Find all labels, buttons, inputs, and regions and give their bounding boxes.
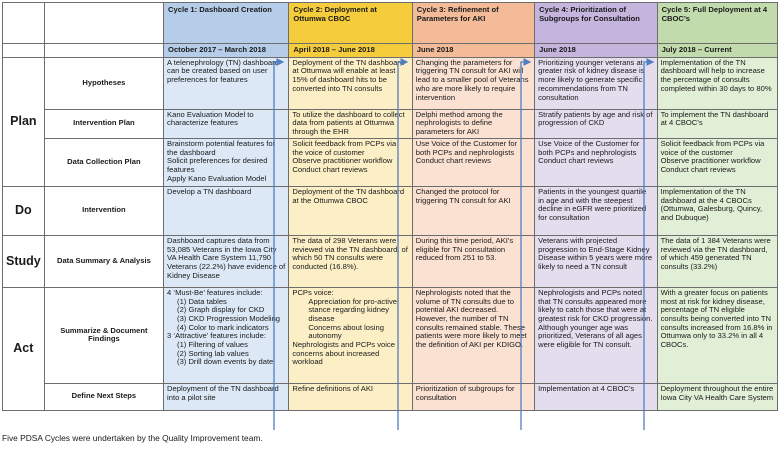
both-voice: Nephrologists and PCPs voice concerns about increased workload bbox=[292, 340, 395, 367]
next-steps-cycle-1: Deployment of the TN dashboard into a pilot site bbox=[164, 383, 289, 410]
row-label-next-steps: Define Next Steps bbox=[44, 383, 163, 410]
intervention-cycle-1: Develop a TN dashboard bbox=[164, 186, 289, 235]
cycle-1-dates: October 2017 – March 2018 bbox=[164, 44, 289, 58]
data-collection-c1-item: Apply Kano Evaluation Model bbox=[167, 173, 267, 183]
cycle-5-title: Cycle 5: Full Deployment at 4 CBOC’s bbox=[657, 3, 777, 44]
attractive-item: (3) Drill down events by date bbox=[177, 357, 274, 367]
cycle-4-dates: June 2018 bbox=[535, 44, 657, 58]
attractive-heading: 3 ‘Attractive’ features include: bbox=[167, 331, 266, 341]
data-summary-cycle-2: The data of 298 Veterans were reviewed via the TN dashboard, of which 50 TN consults were conducted (16.8%). bbox=[289, 235, 412, 287]
phase-plan: Plan bbox=[3, 57, 45, 186]
attractive-item: (2) Sorting lab values bbox=[177, 348, 249, 358]
hypotheses-cycle-2: Deployment of the TN dashboard at Ottumwa will enable at least 15% of dashboard hits to be converted into TN consults bbox=[289, 57, 412, 109]
row-label-data-collection: Data Collection Plan bbox=[44, 138, 163, 186]
summarize-cycle-5: With a greater focus on patients most at risk for kidney disease, percentage of TN eligible consults being converted into TN consults increased from 16.8% in Ottumwa only to 33.2% in all 4 CBOCs. bbox=[657, 287, 777, 383]
phase-act: Act bbox=[3, 287, 45, 410]
dates-row bbox=[3, 44, 778, 58]
summarize-cycle-2 bbox=[289, 287, 412, 383]
phase-study: Study bbox=[3, 235, 45, 287]
attractive-item: (1) Filtering of values bbox=[177, 340, 248, 350]
data-collection-c3-item: Use Voice of the Customer for both PCPs and nephrologists bbox=[415, 138, 518, 157]
data-summary-cycle-3: During this time period, AKI’s eligible for TN consultation reduced from 251 to 53. bbox=[412, 235, 534, 287]
pcps-voice-item: Appreciation for pro-active stance regarding kidney disease bbox=[308, 296, 398, 323]
data-collection-row bbox=[3, 138, 778, 186]
pdsa-table bbox=[2, 2, 778, 411]
data-collection-c1-item: Solicit preferences for desired features bbox=[167, 156, 268, 174]
data-collection-cycle-2 bbox=[289, 138, 412, 186]
intervention-cycle-5: Implementation of the TN dashboard at the 4 CBOCs (Ottumwa, Galesburg, Quincy, and Dubuque) bbox=[657, 186, 777, 235]
data-collection-c1-item: Brainstorm potential features for the dashboard bbox=[167, 138, 276, 157]
data-collection-c4-item: Conduct chart reviews bbox=[538, 156, 614, 166]
cycle-3-title: Cycle 3: Refinement of Parameters for AKI bbox=[412, 3, 534, 44]
pcps-voice-heading: PCPs voice: bbox=[292, 287, 334, 297]
row-label-data-summary: Data Summary & Analysis bbox=[44, 235, 163, 287]
next-steps-row bbox=[3, 383, 778, 410]
data-collection-c2-item: Observe practitioner workflow bbox=[292, 156, 393, 166]
hypotheses-cycle-5: Implementation of the TN dashboard will help to increase the percentage of consults completed within 30 days to 80% bbox=[657, 57, 777, 109]
must-be-item: (4) Color to mark indicators bbox=[177, 322, 269, 332]
data-summary-row bbox=[3, 235, 778, 287]
data-collection-c2-item: Solicit feedback from PCPs via the voice of customer bbox=[292, 138, 397, 157]
intervention-cycle-3: Changed the protocol for triggering TN consult for AKI bbox=[412, 186, 534, 235]
hypotheses-cycle-3: Changing the parameters for triggering TN consult for AKI will lead to a smaller pool of Veterans who are more likely to require intervention bbox=[412, 57, 534, 109]
cycle-4-title: Cycle 4: Prioritization of Subgroups for Consultation bbox=[535, 3, 657, 44]
summarize-cycle-4: Nephrologists and PCPs noted that TN consults appeared more likely to catch those that were at greatest risk for CKD progression. Although younger age was prioritized, Veterans of all ages were eligible for TN consult. bbox=[535, 287, 657, 383]
data-collection-cycle-1 bbox=[164, 138, 289, 186]
data-summary-cycle-4: Veterans with projected progression to End-Stage Kidney Disease within 5 years were more likely to need a TN consult bbox=[535, 235, 657, 287]
intervention-cycle-2: Deployment of the TN dashboard at the Ottumwa CBOC bbox=[289, 186, 412, 235]
data-collection-cycle-3 bbox=[412, 138, 534, 186]
pcps-voice-item: Concerns about losing autonomy bbox=[308, 322, 384, 341]
intervention-plan-cycle-1: Kano Evaluation Model to characterize features bbox=[164, 109, 289, 138]
intervention-plan-cycle-4: Stratify patients by age and risk of progression of CKD bbox=[535, 109, 657, 138]
must-be-heading: 4 ‘Must-Be’ features include: bbox=[167, 287, 263, 297]
hypotheses-cycle-4: Prioritizing younger veterans at greater risk of kidney disease is more likely to generate specific recommendations from TN consultation bbox=[535, 57, 657, 109]
header-row bbox=[3, 3, 778, 44]
hypotheses-row bbox=[3, 57, 778, 109]
cycle-5-dates: July 2018 – Current bbox=[657, 44, 777, 58]
intervention-plan-cycle-5: To implement the TN dashboard at 4 CBOC’s bbox=[657, 109, 777, 138]
must-be-item: (3) CKD Progression Modeling bbox=[177, 313, 281, 323]
next-steps-cycle-4: Implementation at 4 CBOC’s bbox=[535, 383, 657, 410]
next-steps-cycle-5: Deployment throughout the entire Iowa City VA Health Care System bbox=[657, 383, 777, 410]
cycle-2-title: Cycle 2: Deployment at Ottumwa CBOC bbox=[289, 3, 412, 44]
figure-caption: Five PDSA Cycles were undertaken by the Quality Improvement team. bbox=[2, 433, 263, 443]
data-collection-cycle-4 bbox=[535, 138, 657, 186]
intervention-cycle-4: Patients in the youngest quartile in age and with the steepest decline in eGFR were prioritized for consultation bbox=[535, 186, 657, 235]
row-label-intervention: Intervention bbox=[44, 186, 163, 235]
row-label-hypotheses: Hypotheses bbox=[44, 57, 163, 109]
summarize-cycle-3: Nephrologists noted that the volume of TN consults due to potential AKI decreased. However, the number of TN consults remained stable. These patients were more likely to meet the definition of AKI per KDIGO. bbox=[412, 287, 534, 383]
intervention-plan-cycle-3: Delphi method among the nephrologists to define parameters for AKI bbox=[412, 109, 534, 138]
must-be-item: (1) Data tables bbox=[177, 296, 227, 306]
data-collection-c3-item: Conduct chart reviews bbox=[415, 156, 491, 166]
intervention-plan-cycle-2: To utilize the dashboard to collect data from patients at Ottumwa through the EHR bbox=[289, 109, 412, 138]
must-be-item: (2) Graph display for CKD bbox=[177, 305, 265, 315]
data-summary-cycle-5: The data of 1 384 Veterans were reviewed via the TN dashboard, of which 459 generated TN consults (33.2%) bbox=[657, 235, 777, 287]
intervention-plan-row bbox=[3, 109, 778, 138]
intervention-row bbox=[3, 186, 778, 235]
data-collection-c2-item: Conduct chart reviews bbox=[292, 164, 368, 174]
cycle-1-title: Cycle 1: Dashboard Creation bbox=[164, 3, 289, 44]
data-collection-c5-item: Observe practitioner workflow bbox=[660, 156, 761, 166]
summarize-row bbox=[3, 287, 778, 383]
data-summary-cycle-1: Dashboard captures data from 53,085 Veterans in the Iowa City VA Health Care System 11,790 Veterans (22.2%) have evidence of Kidney Disease bbox=[164, 235, 289, 287]
row-label-intervention-plan: Intervention Plan bbox=[44, 109, 163, 138]
data-collection-c4-item: Use Voice of the Customer for both PCPs and nephrologists bbox=[538, 138, 640, 157]
summarize-cycle-1 bbox=[164, 287, 289, 383]
data-collection-c5-item: Conduct chart reviews bbox=[660, 164, 736, 174]
next-steps-cycle-3: Prioritization of subgroups for consultation bbox=[412, 383, 534, 410]
cycle-2-dates: April 2018 – June 2018 bbox=[289, 44, 412, 58]
phase-do: Do bbox=[3, 186, 45, 235]
next-steps-cycle-2: Refine definitions of AKI bbox=[289, 383, 412, 410]
cycle-3-dates: June 2018 bbox=[412, 44, 534, 58]
hypotheses-cycle-1: A telenephrology (TN) dashboard can be created based on user preferences for features bbox=[164, 57, 289, 109]
data-collection-c5-item: Solicit feedback from PCPs via voice of the customer bbox=[660, 138, 765, 157]
data-collection-cycle-5 bbox=[657, 138, 777, 186]
row-label-summarize: Summarize & Document Findings bbox=[44, 287, 163, 383]
